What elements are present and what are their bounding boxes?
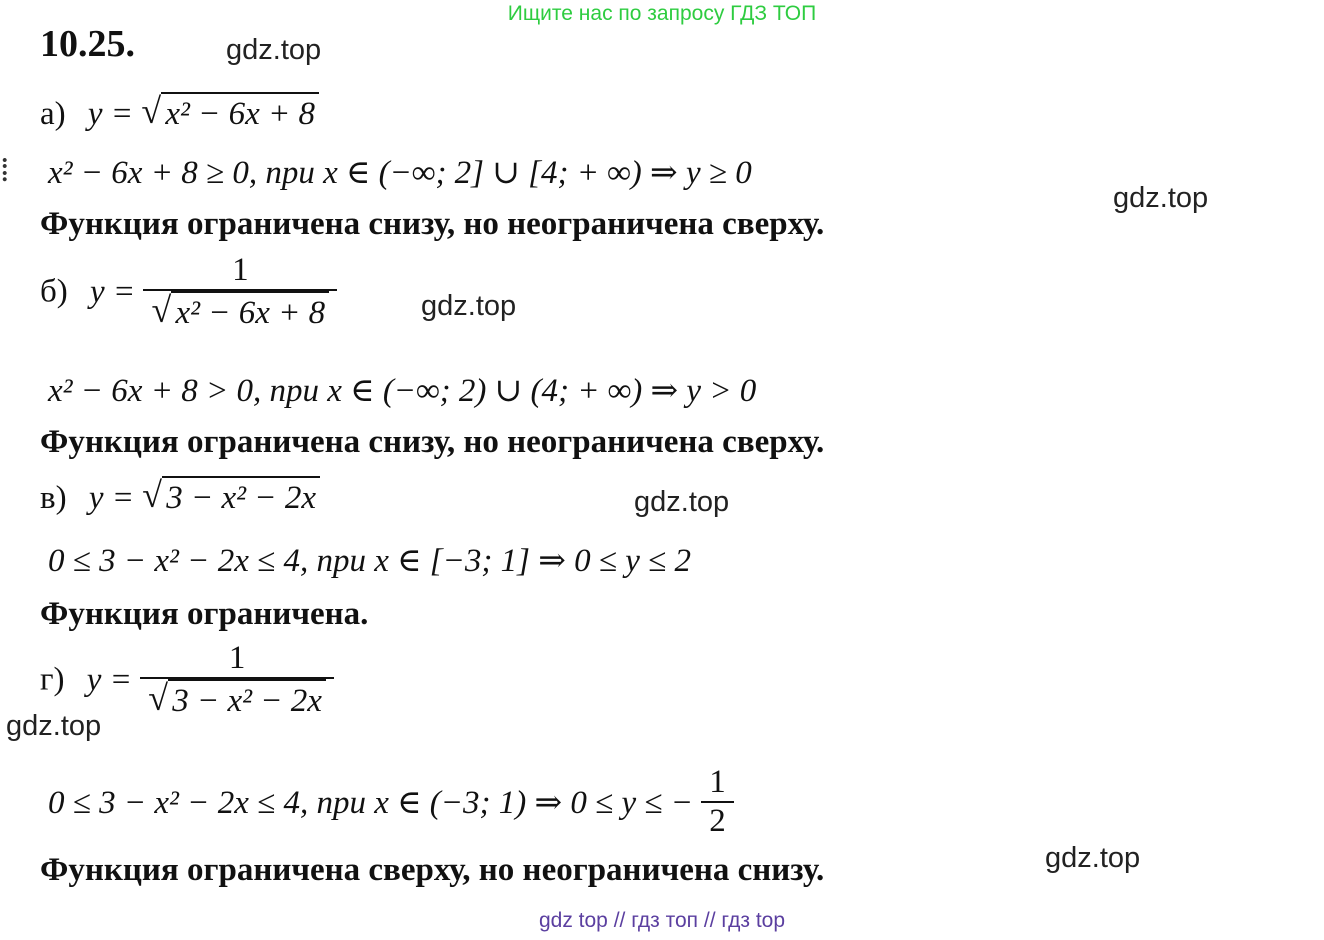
part-d-cond-den: 2 [709,803,726,839]
part-d-lhs: y = [86,661,132,698]
part-c-radicand: 3 − x² − 2x [162,476,320,517]
part-d-function [40,640,334,720]
part-a-condition: x² − 6x + 8 ≥ 0, при x ∈ (−∞; 2] ∪ [4; + ∞) ⇒ y ≥ 0 [48,155,752,191]
part-d-sqrt [148,679,326,720]
part-b-conclusion: Функция ограничена снизу, но неограничена сверху. [40,424,825,460]
part-b-condition: x² − 6x + 8 > 0, при x ∈ (−∞; 2) ∪ (4; + ∞) ⇒ y > 0 [48,373,757,409]
part-c-sqrt [142,476,320,517]
watermark: gdz.top [634,486,730,518]
part-d-fraction [140,640,334,720]
part-a-lhs: y = [87,96,134,132]
part-a-label: а) [40,96,66,132]
part-c-function [40,476,320,517]
part-d-conclusion: Функция ограничена сверху, но неограничена снизу. [40,852,825,888]
part-d-numerator: 1 [228,640,246,676]
part-c-conclusion: Функция ограничена. [40,596,369,632]
watermark: gdz.top [1045,842,1141,874]
part-b-label: б) [40,273,68,310]
part-a-sqrt [141,92,319,133]
part-d-radicand: 3 − x² − 2x [168,679,326,720]
part-d-condition: 0 ≤ 3 − x² − 2x ≤ 4, при x ∈ (−3; 1) ⇒ 0 ≤ y ≤ − [48,785,694,821]
sqrt-symbol-icon: √ [142,475,163,515]
part-b-fraction [143,252,337,332]
part-c-lhs: y = [88,480,134,516]
sqrt-symbol-icon: √ [141,91,162,131]
sqrt-symbol-icon: √ [151,290,172,330]
footer-watermark: gdz top // гдз топ // гдз top [538,909,786,932]
scan-mark: ⁞ [0,152,10,189]
part-c-condition: 0 ≤ 3 − x² − 2x ≤ 4, при x ∈ [−3; 1] ⇒ 0 ≤ y ≤ 2 [48,543,691,579]
part-b-function [40,252,337,332]
part-d-condition-row [48,764,734,840]
part-d-cond-fraction [701,764,734,840]
part-a-radicand: x² − 6x + 8 [161,92,319,133]
part-a-function [40,92,319,133]
watermark: gdz.top [6,710,102,742]
problem-number: 10.25. [40,23,135,65]
part-b-numerator: 1 [232,252,249,288]
part-b-radicand: x² − 6x + 8 [171,291,329,332]
top-banner: Ищите нас по запросу ГДЗ ТОП [507,2,817,25]
part-b-lhs: y = [90,273,136,310]
watermark: gdz.top [226,34,322,66]
sqrt-symbol-icon: √ [148,678,168,718]
part-d-cond-num: 1 [709,764,726,800]
part-d-label: г) [40,661,65,698]
part-a-conclusion: Функция ограничена снизу, но неограничена сверху. [40,206,825,242]
watermark: gdz.top [421,290,517,322]
part-b-sqrt [151,291,329,332]
part-c-label: в) [40,480,67,516]
watermark: gdz.top [1113,182,1209,214]
